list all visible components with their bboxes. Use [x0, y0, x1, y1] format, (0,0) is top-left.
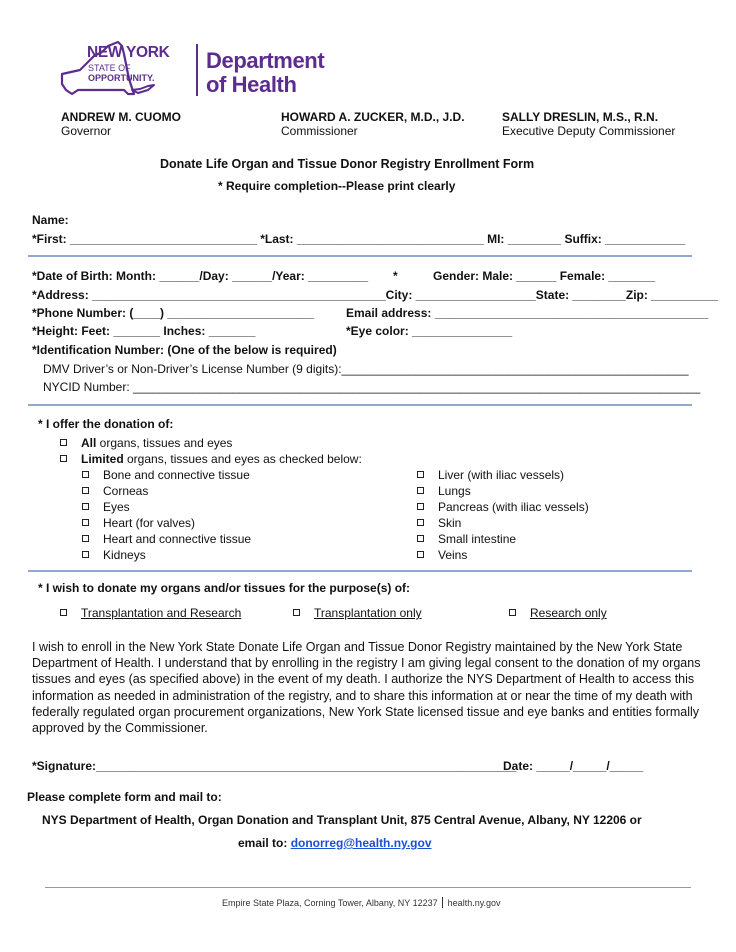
organ-label: Eyes	[103, 500, 130, 514]
organ-option[interactable]	[82, 548, 146, 562]
phone-field[interactable]: *Phone Number: (____) ______________________	[32, 306, 315, 320]
mail-heading: Please complete form and mail to:	[27, 790, 222, 804]
form-subtitle: * Require completion--Please print clearly	[218, 179, 456, 193]
option-limited-bold: Limited	[81, 452, 124, 466]
date-field[interactable]: Date: _____/_____/_____	[503, 759, 644, 773]
consent-paragraph: I wish to enroll in the New York State Donate Life Organ and Tissue Donor Registry maintained by the New York State Department of Health. I understand that by enrolling in the registry I am giving legal consent to the donation of my organs tissues and eyes (as specified above) in the event of my death. I authorize the NYS Department of Health to access this information as needed in administration of the registry, and to share this information at or near the time of my death with federally regulated organ procurement organizations, New York State licensed tissue and eye banks and entities formally approved by the Commissioner.	[32, 640, 701, 736]
dob-fields[interactable]: *Date of Birth: Month: ______/Day: ______/Year: _________	[32, 269, 369, 283]
organ-label: Pancreas (with iliac vessels)	[438, 500, 589, 514]
name-fields[interactable]: *First: ____________________________ *Last: ____________________________ MI: ________ Suffix: ____________	[32, 232, 686, 246]
purpose-heading: * I wish to donate my organs and/or tissues for the purpose(s) of:	[38, 581, 411, 595]
purpose-option[interactable]	[293, 606, 422, 620]
organ-option[interactable]	[417, 500, 589, 514]
checkbox[interactable]	[417, 471, 424, 478]
organ-option[interactable]	[417, 532, 516, 546]
organ-option[interactable]	[82, 468, 250, 482]
name-heading: Name:	[32, 213, 69, 227]
organ-option[interactable]	[82, 516, 195, 530]
organ-label: Veins	[438, 548, 468, 562]
official-title-deputy: Executive Deputy Commissioner	[502, 124, 676, 138]
footer-rule	[45, 887, 691, 888]
official-name-governor: ANDREW M. CUOMO	[61, 110, 181, 124]
footer-address: Empire State Plaza, Corning Tower, Albany, NY 12237	[222, 898, 438, 908]
organ-option[interactable]	[82, 500, 130, 514]
section-rule-2	[28, 404, 692, 406]
official-title-governor: Governor	[61, 124, 112, 138]
official-title-commissioner: Commissioner	[281, 124, 358, 138]
checkbox[interactable]	[293, 609, 300, 616]
organ-label: Corneas	[103, 484, 149, 498]
footer	[222, 897, 501, 908]
logo-line-state-of: STATE OF	[88, 63, 131, 73]
address-fields[interactable]: *Address: ____________________________________________City: __________________State: ________Zip: __________	[32, 288, 718, 302]
form-title: Donate Life Organ and Tissue Donor Registry Enrollment Form	[160, 157, 535, 171]
organ-option[interactable]	[417, 516, 461, 530]
logo-line-new-york: NEW YORK	[87, 44, 170, 61]
dmv-license-field[interactable]: DMV Driver’s or Non-Driver’s License Number (9 digits):____________________________________________________	[43, 362, 689, 376]
checkbox[interactable]	[60, 609, 67, 616]
email-link[interactable]: donorreg@health.ny.gov	[290, 836, 432, 850]
donation-heading: * I offer the donation of:	[38, 417, 174, 431]
organ-option[interactable]	[417, 468, 564, 482]
checkbox[interactable]	[82, 487, 89, 494]
id-heading: *Identification Number: (One of the below is required)	[32, 343, 337, 357]
option-all-text: organs, tissues and eyes	[96, 436, 233, 450]
signature-field[interactable]: *Signature:_______________________________________________________________	[32, 759, 517, 773]
option-all-bold: All	[81, 436, 97, 450]
checkbox-limited[interactable]	[60, 455, 67, 462]
organ-label: Heart (for valves)	[103, 516, 196, 530]
email-label: email to:	[238, 836, 291, 850]
organ-label: Kidneys	[103, 548, 146, 562]
checkbox[interactable]	[82, 471, 89, 478]
option-limited[interactable]	[60, 452, 362, 466]
checkbox[interactable]	[417, 551, 424, 558]
footer-divider	[442, 897, 443, 908]
section-rule-1	[28, 255, 692, 257]
gender-star: *	[393, 269, 398, 283]
organ-option[interactable]	[82, 484, 148, 498]
eye-color-field[interactable]: *Eye color: _______________	[346, 324, 513, 338]
option-limited-text: organs, tissues and eyes as checked below:	[123, 452, 362, 466]
checkbox-all[interactable]	[60, 439, 67, 446]
option-all[interactable]	[60, 436, 232, 450]
checkbox[interactable]	[82, 519, 89, 526]
gender-fields[interactable]: Gender: Male: ______ Female: _______	[433, 269, 656, 283]
official-name-commissioner: HOWARD A. ZUCKER, M.D., J.D.	[281, 110, 465, 124]
checkbox[interactable]	[417, 535, 424, 542]
logo-line-opportunity: OPPORTUNITY.	[88, 73, 155, 83]
email-field[interactable]: Email address: _________________________________________	[346, 306, 709, 320]
organ-label: Skin	[438, 516, 462, 530]
dept-line-1: Department	[206, 48, 325, 73]
checkbox[interactable]	[82, 535, 89, 542]
dept-line-2: of Health	[206, 72, 297, 97]
section-rule-3	[28, 570, 692, 572]
footer-site: health.ny.gov	[447, 898, 501, 908]
organ-label: Heart and connective tissue	[103, 532, 252, 546]
checkbox[interactable]	[417, 519, 424, 526]
checkbox[interactable]	[417, 503, 424, 510]
checkbox[interactable]	[82, 551, 89, 558]
organ-option[interactable]	[82, 532, 251, 546]
checkbox[interactable]	[417, 487, 424, 494]
email-line	[238, 836, 432, 850]
organ-label: Lungs	[438, 484, 471, 498]
nycid-field[interactable]: NYCID Number: _____________________________________________________________________________________	[43, 380, 701, 394]
checkbox[interactable]	[82, 503, 89, 510]
purpose-label: Transplantation and Research	[81, 606, 242, 620]
logo-divider	[196, 44, 198, 96]
organ-label: Bone and connective tissue	[103, 468, 250, 482]
purpose-option[interactable]	[509, 606, 607, 620]
height-fields[interactable]: *Height: Feet: _______ Inches: _______	[32, 324, 256, 338]
organ-option[interactable]	[417, 484, 471, 498]
checkbox[interactable]	[509, 609, 516, 616]
mail-address: NYS Department of Health, Organ Donation and Transplant Unit, 875 Central Avenue, Albany, NY 12206 or	[42, 813, 642, 827]
organ-option[interactable]	[417, 548, 467, 562]
purpose-label: Transplantation only	[314, 606, 422, 620]
official-name-deputy: SALLY DRESLIN, M.S., R.N.	[502, 110, 659, 124]
organ-label: Liver (with iliac vessels)	[438, 468, 565, 482]
purpose-label: Research only	[530, 606, 607, 620]
organ-label: Small intestine	[438, 532, 517, 546]
purpose-option[interactable]	[60, 606, 241, 620]
